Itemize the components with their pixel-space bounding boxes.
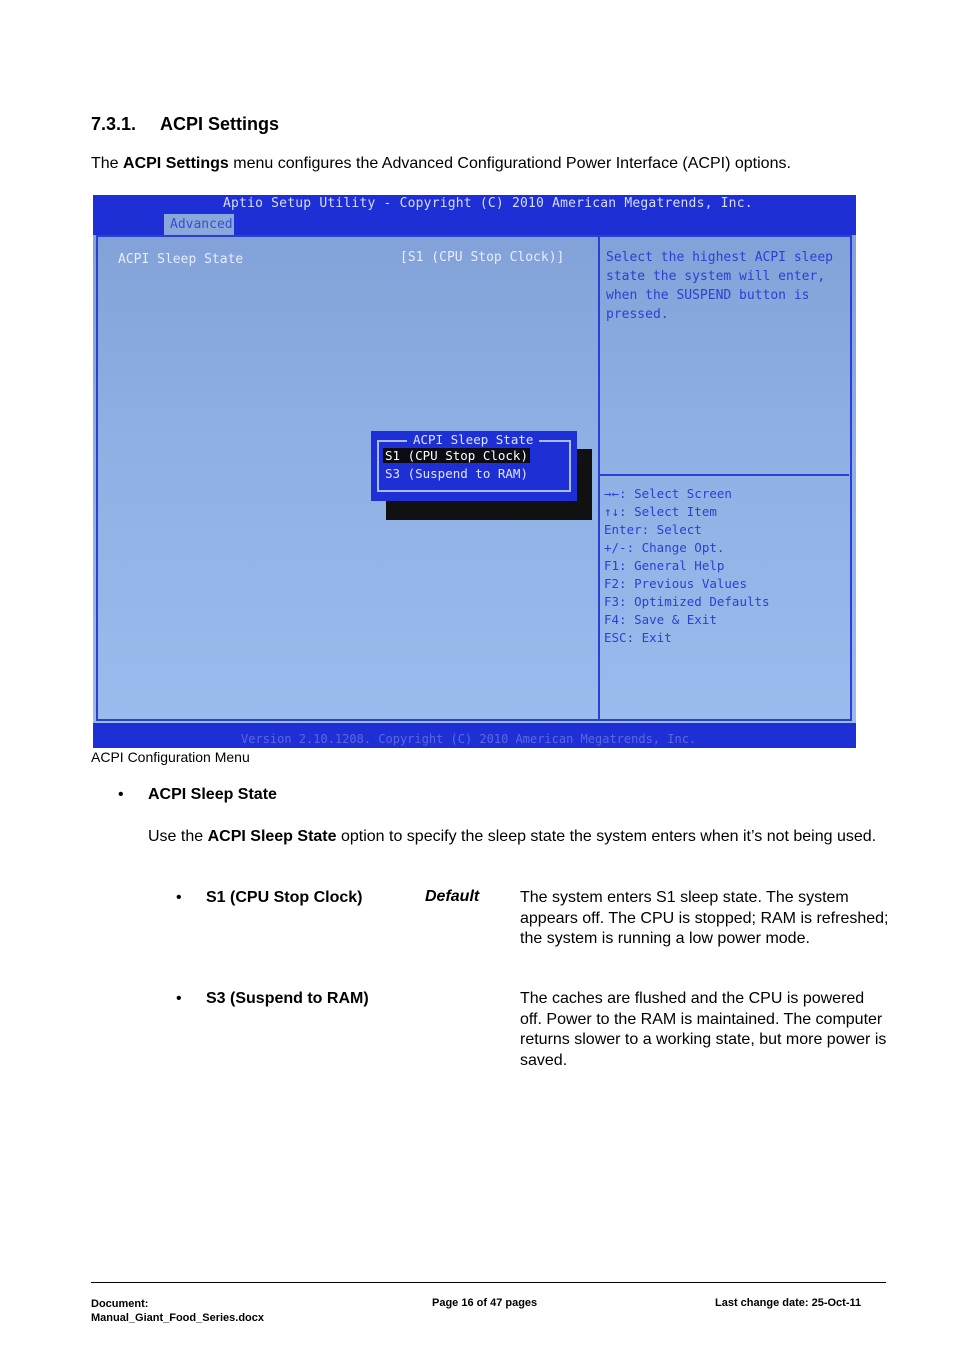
popup-option-s3[interactable]: S3 (Suspend to RAM) — [385, 466, 528, 481]
bios-horizontal-divider — [600, 474, 849, 476]
bullet-icon: • — [176, 990, 182, 1007]
help-line: when the SUSPEND button is — [606, 288, 810, 303]
popup-option-s1[interactable]: S1 (CPU Stop Clock) — [385, 448, 528, 463]
key-optimized-defaults: F3: Optimized Defaults — [604, 594, 770, 609]
intro-prefix: The — [91, 155, 124, 172]
bullet-title: ACPI Sleep State — [148, 786, 277, 803]
para-bold: ACPI Sleep State — [207, 828, 337, 845]
help-text — [606, 248, 846, 324]
help-line: Select the highest ACPI sleep — [606, 250, 833, 265]
footer-last-change: Last change date: 25-Oct-11 — [715, 1297, 862, 1309]
option-default-tag: Default — [425, 888, 480, 905]
bullet-paragraph — [148, 827, 883, 847]
popup-title: ACPI Sleep State — [407, 432, 539, 447]
bios-vertical-divider — [598, 237, 600, 721]
bullet-icon: • — [176, 889, 182, 906]
tab-advanced[interactable]: Advanced — [164, 214, 234, 235]
key-select-item: ↑↓: Select Item — [604, 504, 717, 519]
key-esc-exit: ESC: Exit — [604, 630, 672, 645]
option-name: S1 (CPU Stop Clock) — [206, 889, 363, 906]
option-description: The system enters S1 sleep state. The system appears off. The CPU is stopped; RAM is refreshed; the system is running a low power mode. — [520, 889, 889, 947]
help-line: state the system will enter, — [606, 269, 826, 284]
setting-label[interactable]: ACPI Sleep State — [118, 252, 244, 267]
key-select-screen: →←: Select Screen — [604, 486, 732, 501]
bios-screenshot — [93, 195, 856, 748]
intro-paragraph — [91, 155, 791, 173]
sleep-state-popup — [371, 431, 577, 501]
bullet-icon: • — [118, 786, 124, 803]
section-title: ACPI Settings — [160, 114, 280, 134]
section-number: 7.3.1. — [91, 114, 137, 134]
footer-divider — [91, 1282, 886, 1283]
key-general-help: F1: General Help — [604, 558, 725, 573]
intro-suffix: menu configures the Advanced Configurationd Power Interface (ACPI) options. — [228, 155, 791, 172]
option-description: The caches are flushed and the CPU is powered off. Power to the RAM is maintained. The computer returns slower to a working state, but more power is saved. — [520, 990, 887, 1069]
footer-doc-name: Manual_Giant_Food_Series.docx — [91, 1312, 264, 1324]
para-suffix: option to specify the sleep state the system enters when it’s not being used. — [336, 828, 877, 845]
para-prefix: Use the — [148, 828, 208, 845]
key-legend — [604, 485, 844, 647]
key-change-opt: +/-: Change Opt. — [604, 540, 725, 555]
key-enter: Enter: Select — [604, 522, 702, 537]
setting-value[interactable]: [S1 (CPU Stop Clock)] — [400, 250, 565, 265]
footer-page: Page 16 of 47 pages — [432, 1297, 538, 1309]
bios-version: Version 2.10.1208. Copyright (C) 2010 American Megatrends, Inc. — [241, 732, 697, 746]
intro-bold: ACPI Settings — [123, 155, 229, 172]
section-heading — [91, 114, 279, 135]
bios-title: Aptio Setup Utility - Copyright (C) 2010 American Megatrends, Inc. — [223, 196, 753, 211]
key-save-exit: F4: Save & Exit — [604, 612, 717, 627]
help-line: pressed. — [606, 307, 669, 322]
footer-document — [91, 1297, 264, 1325]
option-name: S3 (Suspend to RAM) — [206, 990, 369, 1007]
footer-doc-label: Document: — [91, 1298, 149, 1310]
figure-caption: ACPI Configuration Menu — [91, 749, 250, 765]
key-previous-values: F2: Previous Values — [604, 576, 747, 591]
